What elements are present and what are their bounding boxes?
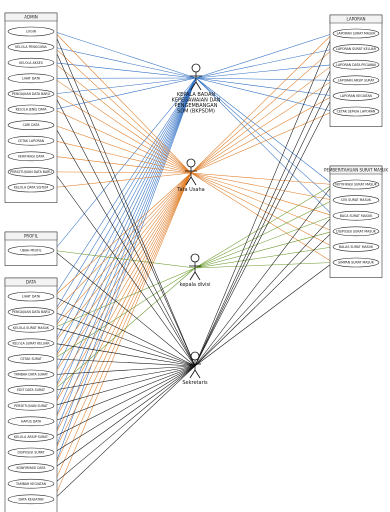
- use-case[interactable]: [8, 183, 54, 192]
- use-case-label: LAPORAN SURAT MASUK: [336, 31, 376, 36]
- actor-leg-right: [196, 82, 201, 90]
- association-line: [54, 173, 191, 343]
- use-case[interactable]: [8, 292, 54, 301]
- association-line: [191, 65, 333, 173]
- use-case-label: TAMBAH DATA SURAT: [14, 372, 48, 377]
- association-line: [195, 231, 333, 366]
- use-case-label: HAPUS DATA: [20, 419, 42, 424]
- use-case[interactable]: [8, 58, 54, 67]
- use-case[interactable]: [8, 74, 54, 83]
- association-line: [195, 80, 333, 366]
- association-line: [195, 185, 333, 367]
- association-line: [54, 173, 191, 484]
- use-case[interactable]: [8, 401, 54, 410]
- use-case[interactable]: [333, 107, 379, 116]
- association-line: [195, 263, 333, 269]
- association-line: [191, 112, 333, 174]
- use-case-label: LAPORAN ARSIP SURAT: [337, 78, 375, 83]
- use-case-label: VERIFIKASI DATA: [17, 154, 45, 159]
- actor-leg-right: [191, 177, 196, 185]
- association-line: [54, 110, 191, 174]
- use-case[interactable]: [8, 354, 54, 363]
- association-line: [54, 366, 195, 468]
- package-p1: [5, 13, 57, 203]
- use-case-label: KELOLA JENIS DATA: [15, 107, 47, 112]
- association-line: [195, 185, 333, 269]
- association-line: [54, 366, 195, 421]
- actor-label: Sekretaris: [182, 380, 208, 386]
- use-case-label: EDIT DATA SURAT: [17, 388, 45, 393]
- use-case[interactable]: [8, 27, 54, 36]
- actor-leg-left: [190, 370, 195, 378]
- use-case[interactable]: [8, 339, 54, 348]
- association-line: [54, 173, 191, 375]
- association-line: [54, 172, 195, 366]
- association-line: [54, 172, 191, 173]
- use-case[interactable]: [8, 464, 54, 473]
- use-case[interactable]: [333, 180, 379, 189]
- use-case-label: TAMBAH KEGIATAN: [15, 481, 47, 486]
- association-line: [191, 173, 333, 247]
- association-line: [54, 32, 191, 174]
- use-case[interactable]: [8, 495, 54, 504]
- association-line: [195, 216, 333, 366]
- association-line: [54, 251, 195, 269]
- use-case-label: PERSETUJUAN SURAT: [14, 403, 48, 408]
- use-case-label: CEK SURAT MASUK: [340, 198, 372, 203]
- use-case[interactable]: [333, 211, 379, 220]
- use-case-label: LIHAT DATA: [21, 294, 41, 299]
- use-case-label: CETAK LAPORAN: [17, 138, 45, 143]
- package-title: DATA: [25, 279, 37, 285]
- use-case-label: KELOLA SURAT MASUK: [12, 325, 50, 330]
- use-case[interactable]: [8, 246, 54, 255]
- actor-head: [192, 64, 200, 72]
- actor-head: [191, 352, 199, 360]
- association-line: [196, 78, 333, 200]
- use-case-label: CARI DATA: [22, 123, 40, 128]
- association-line: [54, 173, 191, 468]
- association-line: [54, 173, 191, 499]
- use-case-label: BACA SURAT MASUK: [339, 213, 373, 218]
- association-line: [54, 63, 191, 173]
- use-case[interactable]: [333, 227, 379, 236]
- use-case-label: PERSETUJUAN DATA BARU: [10, 170, 52, 174]
- use-case-label: SIMPAN SURAT MASUK: [338, 260, 374, 265]
- use-case-label: LAPORAN KEGIATAN: [340, 94, 372, 98]
- association-line: [54, 47, 191, 173]
- actor-head: [187, 159, 195, 167]
- use-case-label: PENGAJUAN DATA BARU: [12, 92, 50, 96]
- actor-label: KEPALA BADAN: [176, 92, 216, 98]
- association-line: [191, 173, 333, 231]
- use-case[interactable]: [8, 448, 54, 457]
- actor-head: [191, 254, 199, 262]
- package-p5: [324, 166, 388, 278]
- actor-bidang: [180, 254, 211, 288]
- use-case-label: DISPOSISI SURAT: [17, 450, 45, 455]
- package-p4: [330, 15, 382, 127]
- actor-label: Tata Usaha: [177, 187, 205, 193]
- association-line: [195, 96, 333, 366]
- use-case[interactable]: [333, 76, 379, 85]
- association-line: [54, 47, 196, 78]
- association-line: [54, 173, 191, 188]
- package-title: ADMIN: [24, 14, 38, 20]
- use-case[interactable]: [333, 45, 379, 54]
- use-case[interactable]: [333, 29, 379, 38]
- association-line: [54, 125, 191, 173]
- use-case[interactable]: [8, 43, 54, 52]
- association-line: [54, 268, 195, 359]
- use-case-label: KELOLA PENGGUNA: [15, 45, 47, 50]
- association-line: [54, 63, 196, 78]
- use-case[interactable]: [8, 136, 54, 145]
- use-case-label: KELOLA ARSIP SURAT: [14, 435, 48, 439]
- association-line: [54, 366, 195, 437]
- actors: [172, 64, 221, 386]
- use-case[interactable]: [8, 152, 54, 161]
- use-case[interactable]: [8, 323, 54, 332]
- use-case-label: LAPORAN SURAT KELUAR: [336, 47, 376, 52]
- use-case-label: UBAH PROFIL: [20, 248, 42, 253]
- use-case[interactable]: [333, 60, 379, 69]
- use-case[interactable]: [8, 121, 54, 130]
- use-case[interactable]: [8, 308, 54, 317]
- use-case-label: KELOLA DATA SISTEM: [13, 185, 49, 190]
- use-case-label: KELOLA SURAT KELUAR: [12, 341, 50, 346]
- use-case[interactable]: [333, 242, 379, 251]
- use-case[interactable]: [333, 258, 379, 267]
- association-line: [196, 78, 333, 80]
- actor-kepala: [172, 64, 221, 115]
- actor-leg-right: [195, 370, 200, 378]
- association-line: [54, 32, 196, 79]
- association-line: [54, 78, 196, 297]
- actor-label: kepala divisi: [179, 282, 211, 288]
- association-line: [195, 263, 333, 367]
- association-line: [54, 173, 191, 390]
- use-case[interactable]: [333, 196, 379, 205]
- package-title: PROFIL: [23, 233, 39, 239]
- use-case-label: KELOLA AKSES: [19, 60, 43, 65]
- use-case[interactable]: [8, 167, 54, 176]
- association-line: [54, 78, 196, 94]
- use-case-label: DATA KEGIATAN: [18, 497, 44, 502]
- package-title: PEMBERITAHUAN SURAT MASUK: [324, 167, 388, 173]
- association-line: [195, 247, 333, 268]
- association-line: [195, 65, 333, 366]
- package-p3: [5, 278, 57, 512]
- actor-label: SDM (BKPSDM): [177, 108, 215, 115]
- use-case-label: CETAK SEMUA LAPORAN: [336, 109, 376, 114]
- package-p2: [5, 232, 57, 266]
- association-line: [54, 312, 195, 366]
- package-title: LAPORAN: [346, 16, 366, 22]
- use-case[interactable]: [8, 370, 54, 379]
- use-case[interactable]: [8, 105, 54, 114]
- actor-leg-left: [190, 272, 195, 280]
- actor-label: PENGEMBANGAN: [174, 103, 218, 109]
- use-case[interactable]: [333, 91, 379, 100]
- use-case-label: PENGAJUAN DATA BARU: [12, 310, 50, 315]
- association-line: [54, 251, 195, 367]
- association-line: [54, 297, 195, 367]
- use-case[interactable]: [8, 479, 54, 488]
- use-case-label: DISPOSISI SURAT MASUK: [336, 229, 376, 234]
- use-case-label: NOTIFIKASI SURAT MASUK: [335, 182, 377, 187]
- packages: [5, 13, 388, 512]
- association-line: [191, 173, 333, 185]
- association-line: [195, 34, 333, 367]
- use-case[interactable]: [8, 417, 54, 426]
- actor-leg-right: [195, 272, 200, 280]
- use-case[interactable]: [8, 432, 54, 441]
- association-line: [195, 200, 333, 268]
- actor-label: KEPEGAWAIAN DAN: [171, 97, 221, 104]
- use-case[interactable]: [8, 89, 54, 98]
- use-case[interactable]: [8, 386, 54, 395]
- use-case-label: LAPORAN DATA PEGAWAI: [336, 62, 376, 67]
- use-case-label: CETAK SURAT: [20, 357, 42, 361]
- use-case-label: BALAS SURAT MASUK: [338, 245, 374, 249]
- use-case-label: LIHAT DATA: [21, 76, 41, 81]
- use-case-label: LOGIN: [26, 29, 36, 34]
- use-case-label: KONFIRMASI DATA: [16, 466, 46, 471]
